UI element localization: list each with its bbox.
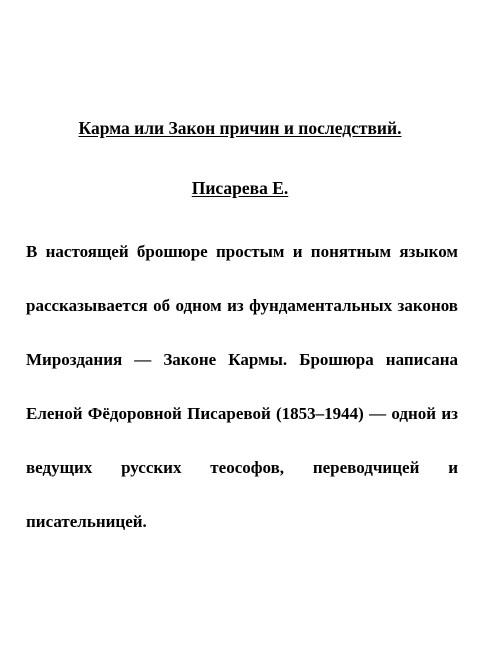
document-abstract: В настоящей брошюре простым и понятным языком рассказывается об одном из фундаментальных законов Мироздания — Законе Кармы. Брошюра написана Еленой Фёдоровной Писаревой (1853–1944) — одной из ведущих русских теософов, переводчицей и писательницей. — [26, 242, 458, 531]
document-title: Карма или Закон причин и последствий. — [78, 118, 402, 138]
document-author: Писарева Е. — [191, 178, 289, 198]
